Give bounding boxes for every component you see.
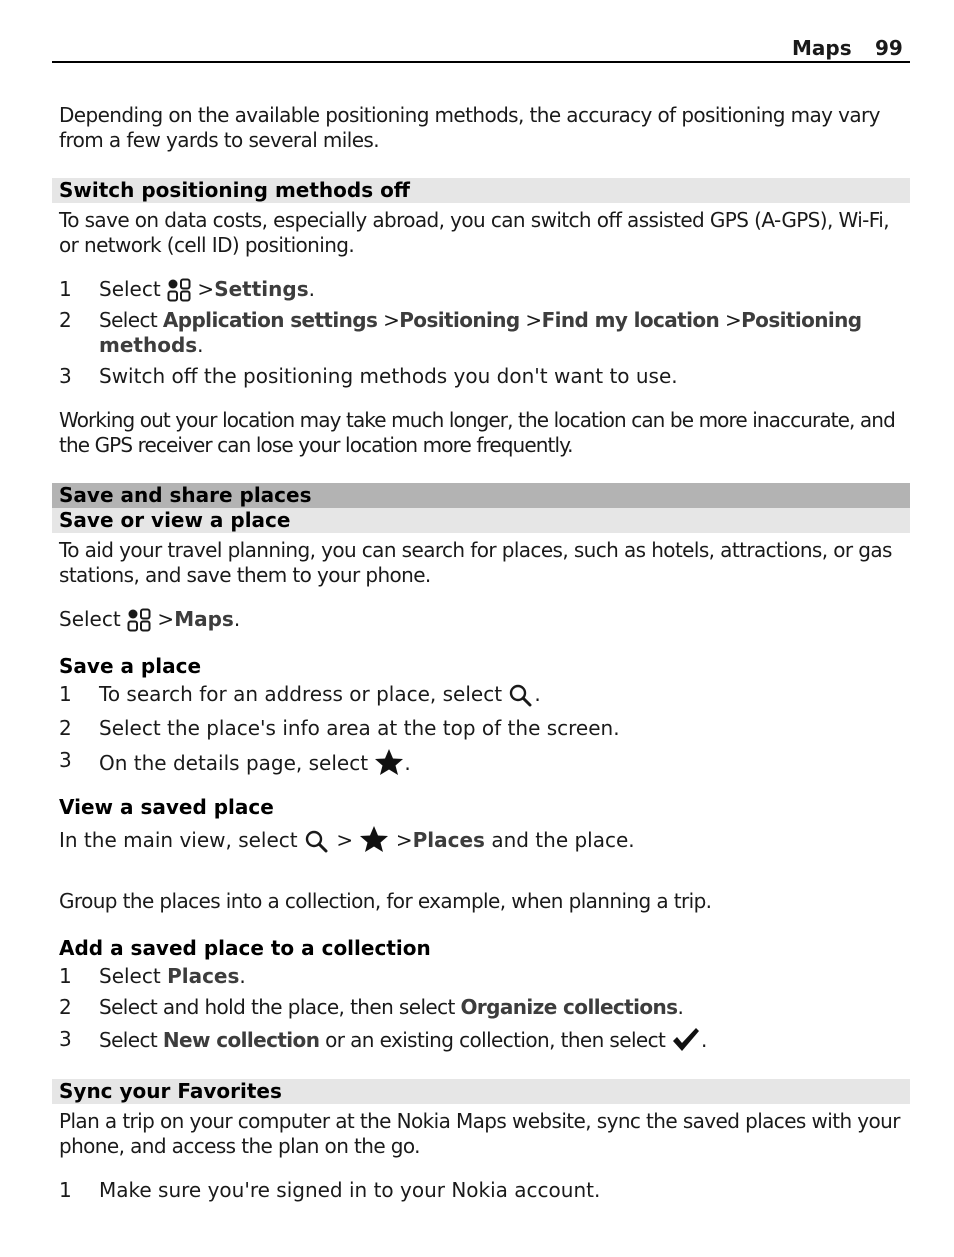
organize-collections-label: Organize collections (460, 995, 678, 1019)
step-number: 2 (59, 716, 72, 740)
places-label: Places (167, 964, 240, 988)
new-collection-label: New collection (162, 1028, 320, 1052)
period: . (404, 751, 411, 775)
view-place-heading: View a saved place (59, 795, 274, 819)
running-header-section: Maps (792, 36, 852, 60)
section-title: Save and share places (59, 483, 312, 507)
step-search (99, 682, 541, 707)
step-text: Select (59, 607, 121, 631)
step-text: In the main view, select (59, 828, 298, 852)
period: . (534, 682, 541, 706)
separator: > (197, 277, 215, 301)
separator: > (525, 308, 542, 332)
step-number: 1 (59, 277, 72, 301)
step-number: 2 (59, 308, 72, 332)
section-bar-switch-positioning (52, 178, 910, 203)
positioning-methods-label: Positioning (741, 308, 862, 332)
group-paragraph: Group the places into a collection, for example, when planning a trip. (59, 889, 712, 913)
apps-menu-icon (127, 608, 151, 632)
separator: > (336, 828, 354, 852)
save-place-heading: Save a place (59, 654, 202, 678)
accuracy-paragraph: Depending on the available positioning methods, the accuracy of positioning may vary from a few yards to several miles. (59, 103, 880, 152)
find-my-location-label: Find my location (541, 308, 720, 332)
section-title: Switch positioning methods off (59, 178, 411, 202)
period: . (677, 995, 684, 1019)
positioning-methods-label-cont: methods (99, 333, 198, 357)
step-select-places (99, 964, 246, 989)
app-settings-label: Application settings (162, 308, 378, 332)
apps-menu-icon (167, 278, 191, 302)
step-number: 1 (59, 964, 72, 988)
step-text: Select and hold the place, then select (99, 995, 455, 1019)
step-text: Select (99, 1028, 158, 1052)
period: . (701, 1028, 707, 1052)
period: . (308, 277, 315, 301)
star-icon (359, 825, 389, 853)
add-collection-heading: Add a saved place to a collection (59, 936, 431, 960)
step-select-app-settings (99, 308, 862, 333)
step-text: Select (99, 964, 161, 988)
search-icon (304, 829, 330, 853)
step-text: Select (99, 308, 158, 332)
step-number: 1 (59, 1178, 72, 1202)
period: . (239, 964, 246, 988)
search-icon (508, 683, 534, 707)
step-details-page (99, 748, 411, 776)
settings-label: Settings (214, 277, 309, 301)
step-select-settings (99, 277, 315, 302)
star-icon (374, 748, 404, 776)
step-organize-collections (99, 995, 683, 1020)
step-switch-off: Switch off the positioning methods you don't want to use. (99, 364, 678, 388)
checkmark-icon (671, 1027, 701, 1053)
step-number: 1 (59, 682, 72, 706)
separator: > (383, 308, 400, 332)
section-bar-save-share (52, 483, 910, 508)
step-text: and the place. (491, 828, 635, 852)
select-maps-line (59, 607, 240, 632)
step-number: 3 (59, 1027, 72, 1051)
page-number: 99 (875, 36, 903, 60)
maps-label: Maps (174, 607, 234, 631)
step-sign-in: Make sure you're signed in to your Nokia account. (99, 1178, 601, 1202)
subsection-bar-save-view (52, 508, 910, 533)
step-number: 3 (59, 364, 72, 388)
separator: > (395, 828, 413, 852)
step-new-collection (99, 1027, 707, 1053)
step-text: Select (99, 277, 161, 301)
step-text: or an existing collection, then select (325, 1028, 666, 1052)
step-number: 2 (59, 995, 72, 1019)
save-intro-paragraph: To aid your travel planning, you can search for places, such as hotels, attractions, or gas stations, and save them to your phone. (59, 538, 892, 587)
view-place-line (59, 825, 635, 853)
step-number: 3 (59, 748, 72, 772)
warning-paragraph: Working out your location may take much longer, the location can be more inaccurate, and the GPS receiver can lose your location more frequently. (59, 408, 895, 457)
switch-intro-paragraph: To save on data costs, especially abroad, you can switch off assisted GPS (A-GPS), Wi-Fi, or network (cell ID) positioning. (59, 208, 889, 257)
step-info-area: Select the place's info area at the top of the screen. (99, 716, 620, 740)
positioning-label: Positioning (399, 308, 520, 332)
separator: > (724, 308, 742, 332)
subsection-title: Save or view a place (59, 508, 291, 532)
separator: > (157, 607, 175, 631)
step-text: On the details page, select (99, 751, 369, 775)
section-bar-sync-favorites (52, 1079, 910, 1104)
period: . (197, 333, 204, 357)
period: . (233, 607, 241, 631)
header-rule (52, 61, 910, 63)
step-continuation (99, 333, 204, 358)
step-text: To search for an address or place, select (99, 682, 503, 706)
places-label: Places (412, 828, 485, 852)
sync-intro-paragraph: Plan a trip on your computer at the Nokia Maps website, sync the saved places with your phone, and access the plan on the go. (59, 1109, 900, 1158)
section-title: Sync your Favorites (59, 1079, 282, 1103)
